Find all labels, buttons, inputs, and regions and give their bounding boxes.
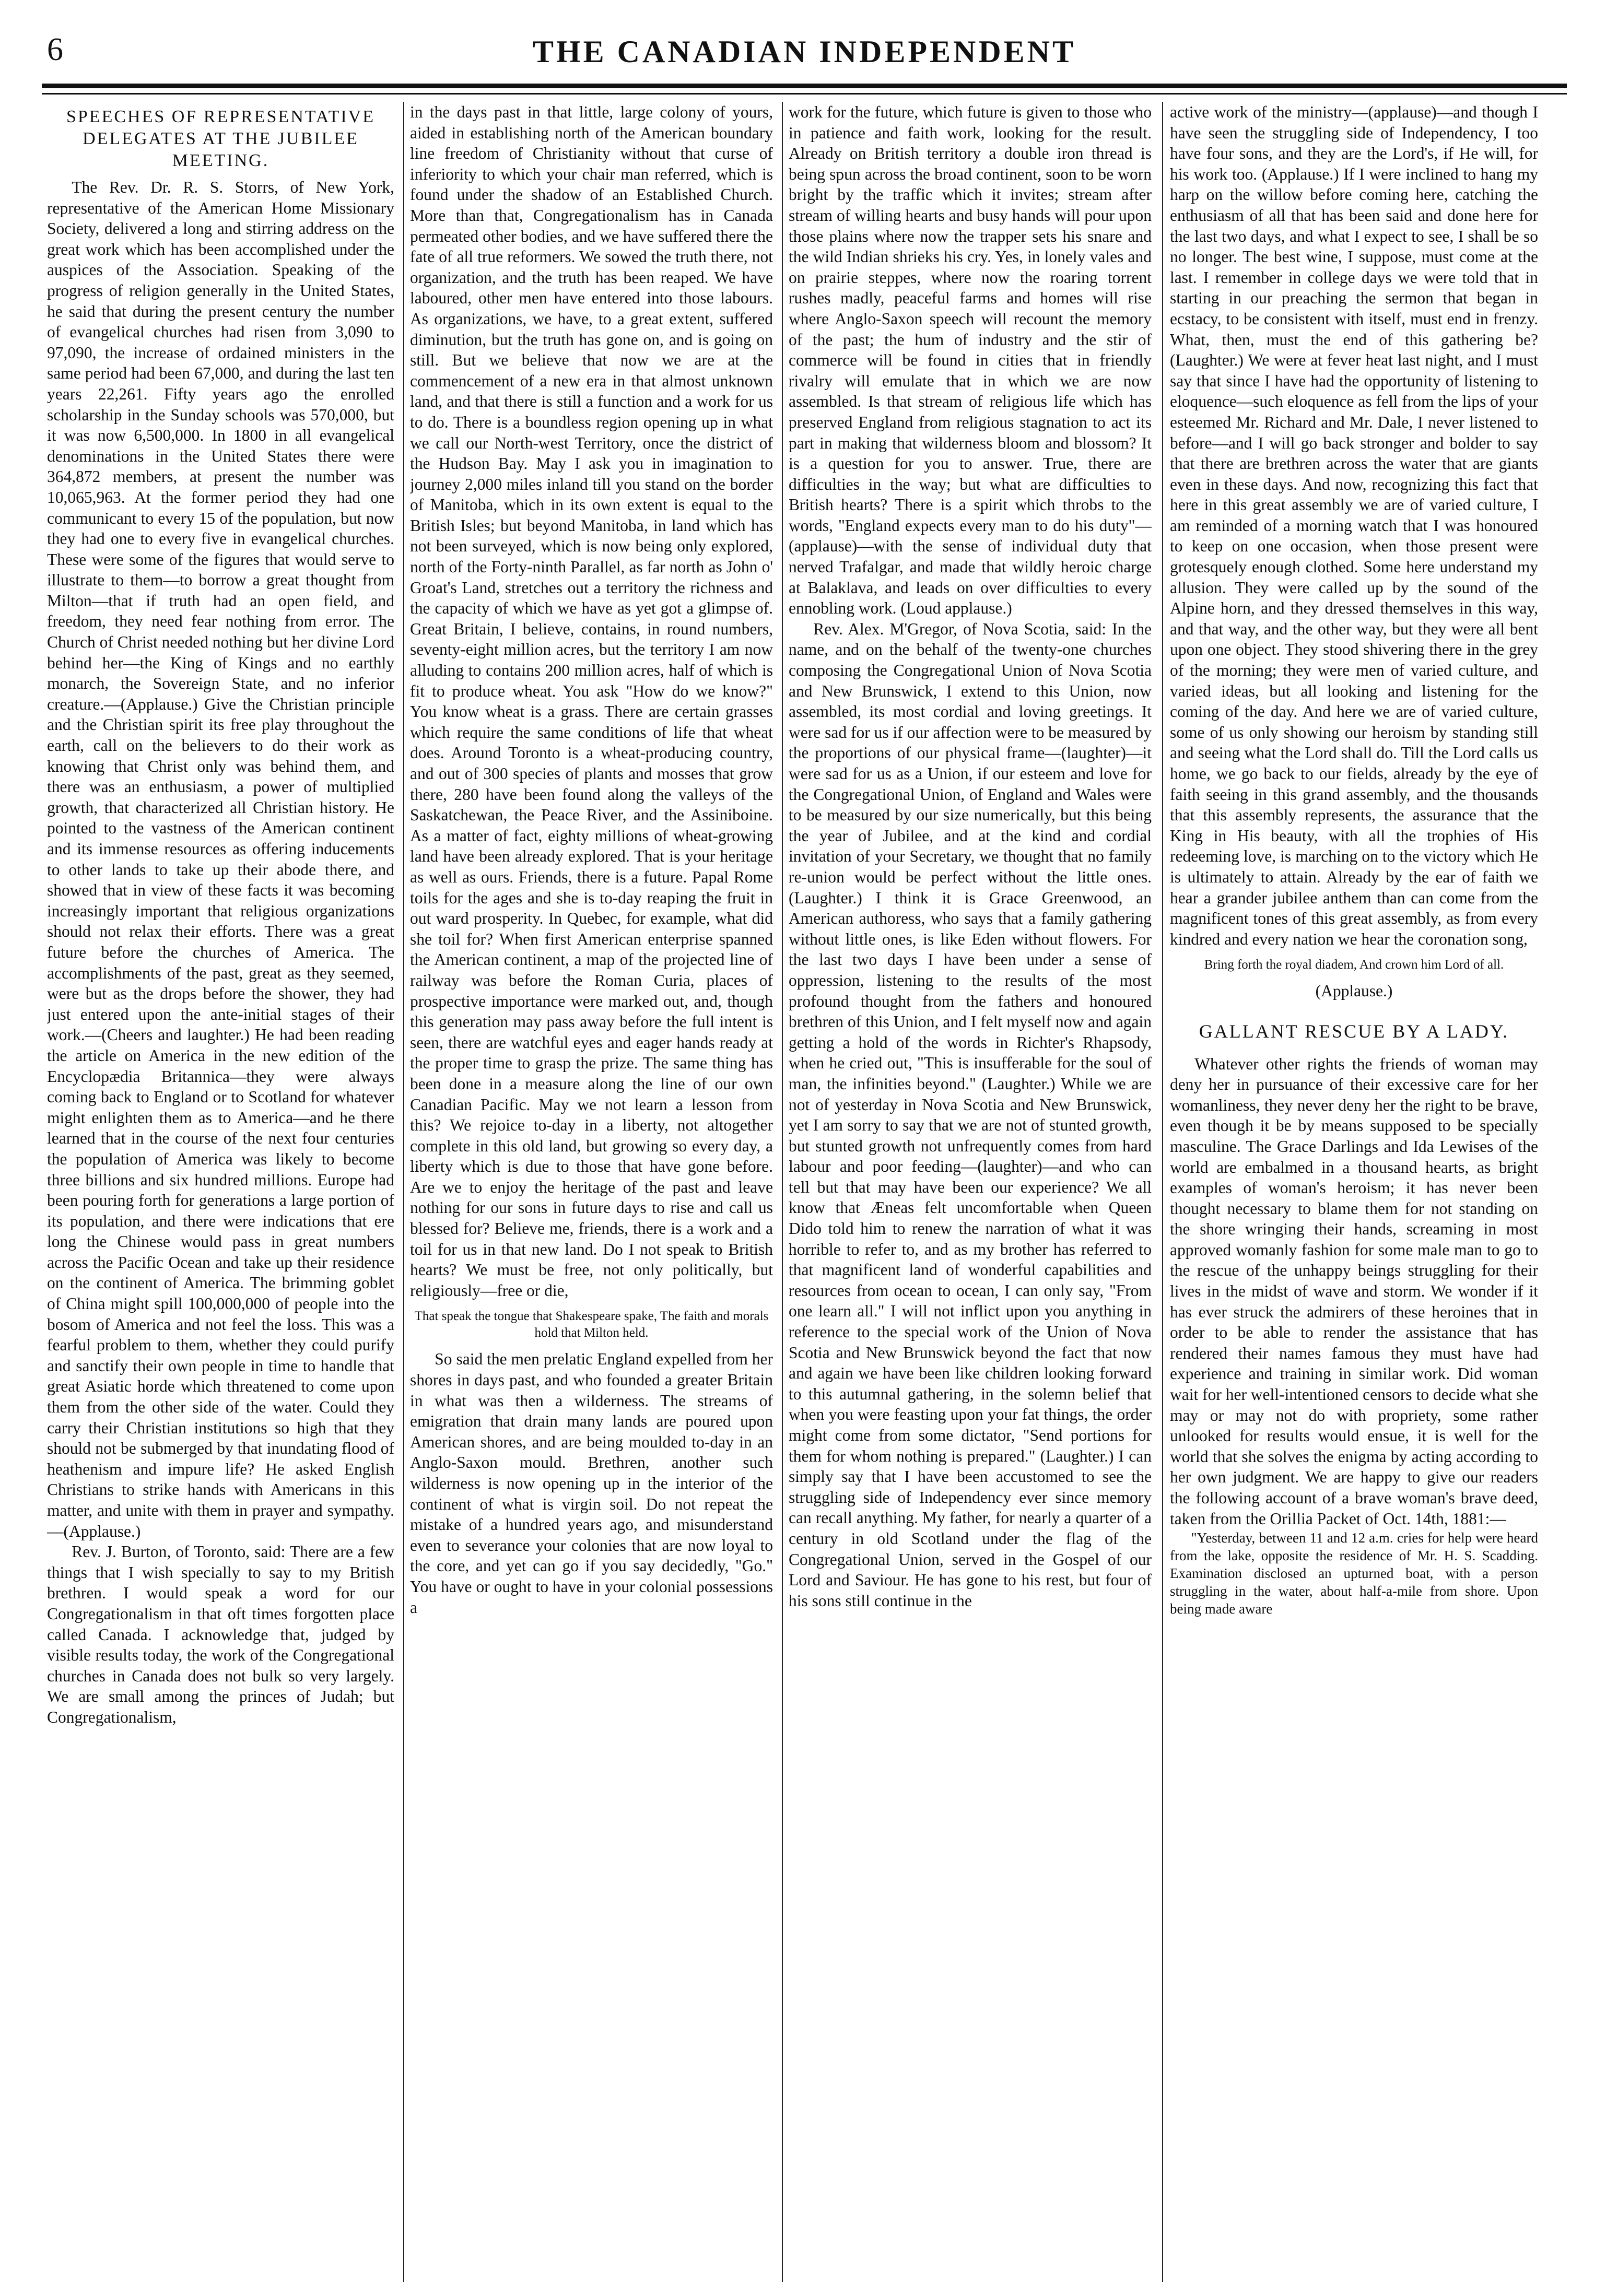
header-rule xyxy=(42,84,1567,88)
verse-quote: That speak the tongue that Shakespeare spake, The faith and morals hold that Milton held. xyxy=(414,1309,769,1340)
column-1 xyxy=(47,102,394,2282)
column-divider xyxy=(1162,102,1163,2282)
applause-note: (Applause.) xyxy=(1315,982,1393,1000)
quoted-paragraph: "Yesterday, between 11 and 12 a.m. cries for help were heard from the lake, opposite the residence of Mr. H. S. Scadding. Examination disclosed an upturned boat, with a person struggling in the water, about half-a-mile from shore. Upon being made aware xyxy=(1170,1530,1538,1617)
column-4 xyxy=(1170,102,1538,2282)
paragraph: The Rev. Dr. R. S. Storrs, of New York, representative of the American Home Missionary Society, delivered a long and stirring address on the great work which has been accomplished under the auspices of the Association. Speaking of the progress of religion generally in the United States, he said that during the present century the number of evangelical churches had risen from 3,090 to 97,090, the increase of ordained ministers in the same period had been 67,000, and during the last ten years 22,261. Fifty years ago the enrolled scholarship in the Sunday schools was 570,000, but it was now 6,500,000. In 1800 in all evangelical denominations in the United States there were 364,872 members, at present the number was 10,065,963. At the former period they had one communicant to every 15 of the population, but now they had one to every five in evangelical churches. These were some of the figures that would serve to illustrate to them—to borrow a great thought from Milton—that if truth had an open field, and freedom, they need fear nothing from error. The Church of Christ needed nothing but her divine Lord behind her—the King of Kings and no earthly monarch, the Sovereign State, and no inferior creature.—(Applause.) Give the Christian principle and the Christian spirit its free play throughout the earth, call on the believers to do their work as knowing that Christ only was behind them, and there was an enthusiasm, a power of multiplied growth, that characterized all Christian history. He pointed to the vastness of the American continent and its immense resources as offering inducements to other lands to take up their abode there, and showed that in view of these facts it was becoming increasingly important that religious organizations should not relax their efforts. There was a great future before the churches of America. The accomplishments of the past, great as they seemed, were but as the drops before the shower, they had just entered upon the ante-initial stages of their work.—(Cheers and laughter.) He had been reading the article on America in the new edition of the Encyclopædia Britannica—they were always coming back to England or to Scotland for whatever might enlighten them as to America—and he there learned that in the course of the next four centuries the population of America was likely to become three billions and six hundred millions. Europe had been pouring forth for generations a large portion of its population, and there were indications that ere long the Chinese would pass in great numbers across the Pacific Ocean and take up their residence on the continent of America. The brimming goblet of China might spill 100,000,000 of people into the bosom of America and not feel the loss. This was a fearful problem to them, whether they could purify and sanctify their own people in time to handle that great Asiatic horde which threatened to come upon them from the other side of the water. Could they carry their Christian institutions so high that they should not be submerged by that inundating flood of heathenism and impure life? He asked English Christians to strike hands with Americans in this matter, and unite with them in prayer and sympathy.—(Applause.) xyxy=(47,178,394,1540)
paragraph: in the days past in that little, large colony of yours, aided in establishing north of the American boundary line freedom of Christianity without that curse of inferiority to which your chair man referred, which is found under the shadow of an Established Church. More than that, Congregationalism has in Canada permeated other bodies, and we have suffered there the fate of all true reformers. We sowed the truth there, not organization, and the truth has been reaped. We have laboured, other men have entered into those labours. As organizations, we have, to a great extent, suffered diminution, but the truth has gone on, and is going on still. But we believe that now we are at the commencement of a new era in that almost unknown land, and that there is still a function and a work for us to do. There is a boundless region opening up in what we call our North-west Territory, once the district of the Hudson Bay. May I ask you in imagination to journey 2,000 miles inland till you stand on the border of Manitoba, which in its own extent is equal to the British Isles; but beyond Manitoba, in land which has not been surveyed, which is now being only explored, north of the Forty-ninth Parallel, as far north as John o' Groat's Land, stretches out a territory the richness and the capacity of which we have as yet got a glimpse of. Great Britain, I believe, contains, in round numbers, seventy-eight million acres, but the territory I am now alluding to contains 200 million acres, half of which is fit to produce wheat. You ask "How do we know?" You know wheat is a grass. There are certain grasses which require the same conditions of life that wheat does. Around Toronto is a wheat-producing country, and out of 300 species of plants and mosses that grow there, 280 have been found along the valleys of the Saskatchewan, the Peace River, and the Assiniboine. As a matter of fact, eighty millions of wheat-growing land have been already explored. That is your heritage as well as ours. Friends, there is a future. Papal Rome toils for the ages and she is to-day reaping the fruit in out ward prosperity. In Quebec, for example, what did she toil for? When first American enterprise spanned the American continent, a map of the projected line of railway was before the Roman Curia, places of prospective importance were marked out, and, though this generation may pass away before the full intent is seen, there are watchful eyes and eager hands ready at the proper time to grasp the prize. The same thing has been done in a measure along the line of our own Canadian Pacific. May we not learn a lesson from this? We rejoice to-day in a liberty, not altogether complete in this old land, but growing so every day, a liberty which is due to those that have gone before. Are we to enjoy the heritage of the past and leave nothing for our sons in future days to rise and call us blessed for? Believe me, friends, there is a work and a toil for us in that new land. Do I not speak to British hearts? We must be free, not only politically, but religiously—free or die, xyxy=(410,103,773,1300)
paragraph: Rev. J. Burton, of Toronto, said: There are a few things that I wish specially to say to my British brethren. I would speak a word for our Congregationalism in that oft times forgotten place called Canada. I acknowledge that, judged by visible results today, the work of the Congregational churches in Canada does not bulk so very largely. We are small among the princes of Judah; but Congregationalism, xyxy=(47,1543,394,1726)
paragraph: So said the men prelatic England expelled from her shores in days past, and who founded a greater Britain in what was then a wilderness. The streams of emigration that drain many lands are poured upon American shores, and are being moulded to-day in an Anglo-Saxon mould. Brethren, another such wilderness is now opening up in the interior of the continent of what is virgin soil. Do not repeat the mistake of a hundred years ago, and misunderstand even to severance your colonies that are now loyal to the core, and yet can go if you say decidedly, "Go." You have or ought to have in your colonial possessions a xyxy=(410,1350,773,1617)
paragraph: work for the future, which future is given to those who in patience and faith work, looking for the result. Already on British territory a double iron thread is being spun across the broad continent, soon to be worn bright by the traffic which it invites; stream after stream of willing hearts and busy hands will pour upon those plains where now the trapper sets his snare and the wild Indian shrieks his cry. Yes, in lonely vales and on prairie steppes, where now the roaring torrent rushes madly, peaceful farms and homes will rise where Anglo-Saxon speech will recount the memory of the past; the hum of industry and the stir of commerce will be found in cities that in friendly rivalry will emulate that in which we are now assembled. Is that stream of religious life which has preserved England from religious stagnation to act its part in making that wilderness bloom and blossom? It is a question for you to answer. True, there are difficulties in the way; but what are difficulties to British hearts? There is a spirit which throbs to the words, "England expects every man to do his duty"—(applause)—with the sense of individual duty that nerved Trafalgar, and made that wildly heroic charge at Balaklava, and leads on over difficulties to every ennobling work. (Loud applause.) xyxy=(789,103,1152,618)
column-divider xyxy=(403,102,404,2282)
paragraph: Rev. Alex. M'Gregor, of Nova Scotia, said: In the name, and on the behalf of the twenty-one churches composing the Congregational Union of Nova Scotia and New Brunswick, I extend to this Union, now assembled, its most cordial and loving greetings. It were sad for us if our affection were to be measured by the proportions of our physical frame—(laughter)—it were sad for us as a Union, if our esteem and love for the Congregational Union, of England and Wales were to be measured by our size numerically, but this being the year of Jubilee, and at the kind and cordial invitation of your Secretary, we thought that no family re-union would be perfect without the little ones. (Laughter.) I think it is Grace Greenwood, an American authoress, who says that a family gathering without little ones, is like Eden without flowers. For the last two days I have been under a sense of oppression, listening to the results of the most profound thought from the fathers and honoured brethren of this Union, and I felt myself now and again getting a hold of the words in Richter's Rhapsody, when he cried out, "This is insufferable for the soul of man, the infinities beyond." (Laughter.) While we are not of yesterday in Nova Scotia and New Brunswick, yet I am sorry to say that we are not of stunted growth, but stunted growth not unfrequently comes from hard labour and poor feeding—(laughter)—and who can tell but that may have been our experience? We all know that Æneas felt uncomfortable when Queen Dido told him to renew the narration of what it was horrible to refer to, and as my brother has referred to that magnificent land of wonderful capabilities and resources from ocean to ocean, I can only say, "From one learn all." I will not inflict upon you anything in reference to the special work of the Union of Nova Scotia and New Brunswick beyond the fact that now and again we have been like children looking forward to this autumnal gathering, in the solemn belief that when you were feasting upon your fat things, the order might come from some dictator, "Send portions for them for whom nothing is prepared." (Laughter.) I can simply say that I have been accustomed to see the struggling side of Independency ever since memory can recall anything. My father, for nearly a quarter of a century in old Scotland under the flag of the Congregational Union, served in the Gospel of our Lord and Saviour. He has gone to his rest, but four of his sons still continue in the xyxy=(789,619,1152,1610)
paragraph: Whatever other rights the friends of woman may deny her in pursuance of their excessive care for her womanliness, they never deny her the right to be brave, even though it be by means supposed to be specially masculine. The Grace Darlings and Ida Lewises of the world are embalmed in a thousand hearts, as bright examples of woman's heroism; it has never been thought necessary to blame them for not standing on the shore wringing their hands, screaming in most approved womanly fashion for some male man to go to the rescue of the unhappy beings struggling for their lives in the midst of wave and storm. We wonder if it has ever struck the admirers of these heroines that in order to be able to render the assistance that has rendered their names famous they must have had experience and training in similar work. Did woman wait for her well-intentioned censors to decide what she may or may not do with propriety, some rather unlooked for results would ensue, it is well for the world that she solves the enigma by acting according to her own judgment. We are happy to give our readers the following account of a brave woman's brave deed, taken from the Orillia Packet of Oct. 14th, 1881:— xyxy=(1170,1054,1538,1528)
column-divider xyxy=(782,102,783,2282)
column-3 xyxy=(789,102,1152,2282)
column-2 xyxy=(410,102,773,2282)
verse-quote: Bring forth the royal diadem, And crown him Lord of all. xyxy=(1204,958,1504,972)
article-title: SPEECHES OF REPRESENTATIVE DELEGATES AT THE JUBILEE MEETING. xyxy=(66,107,375,170)
header-rule-thin xyxy=(42,93,1567,95)
paragraph: active work of the ministry—(applause)—and though I have seen the struggling side of Independency, I too have four sons, and they are the Lord's, if He will, for his work too. (Applause.) If I were inclined to hang my harp on the willow before coming here, catching the enthusiasm of all that has been said and done here for the last two days, and what I expect to see, I shall be so no longer. The best wine, I suppose, must come at the last. I remember in college days we were told that in starting in our preaching the sermon that began in ecstacy, to be consistent with itself, must end in frenzy. What, then, must the end of this gathering be? (Laughter.) We were at fever heat last night, and I must say that since I have had the opportunity of listening to eloquence—such eloquence as fell from the lips of your esteemed Mr. Richard and Mr. Dale, I never listened to before—and I will go back stronger and bolder to say that there are brethren across the water that are giants even in these days. And now, recognizing this fact that here in this great assembly we are of varied culture, I am reminded of a morning watch that I was honoured to keep on one occasion, when those present were grotesquely enough clothed. Some here understand my allusion. They were called up by the sound of the Alpine horn, and they dressed themselves in this way, and that way, and the other way, but they were all bent upon one object. They stood shivering there in the grey of the morning; they were men of varied culture, and varied ideas, but all looking and listening for the coming of the day. And here we are of varied culture, some of us only showing our heroism by standing still and seeing what the Lord shall do. Till the Lord calls us home, we go back to our fields, already by the eye of faith seeing in this grand assembly, and the thousands that this assembly represents, the assurance that the King in His beauty, with all the trophies of His redeeming love, is marching on to the victory which He is ultimately to attain. Already by the ear of faith we hear a grander jubilee anthem than can come from the magnificent tones of this great assembly, as from every kindred and every nation we hear the coronation song, xyxy=(1170,103,1538,948)
running-title: THE CANADIAN INDEPENDENT xyxy=(532,34,1076,69)
page-number: 6 xyxy=(47,32,63,67)
article-title: GALLANT RESCUE BY A LADY. xyxy=(1199,1020,1509,1042)
